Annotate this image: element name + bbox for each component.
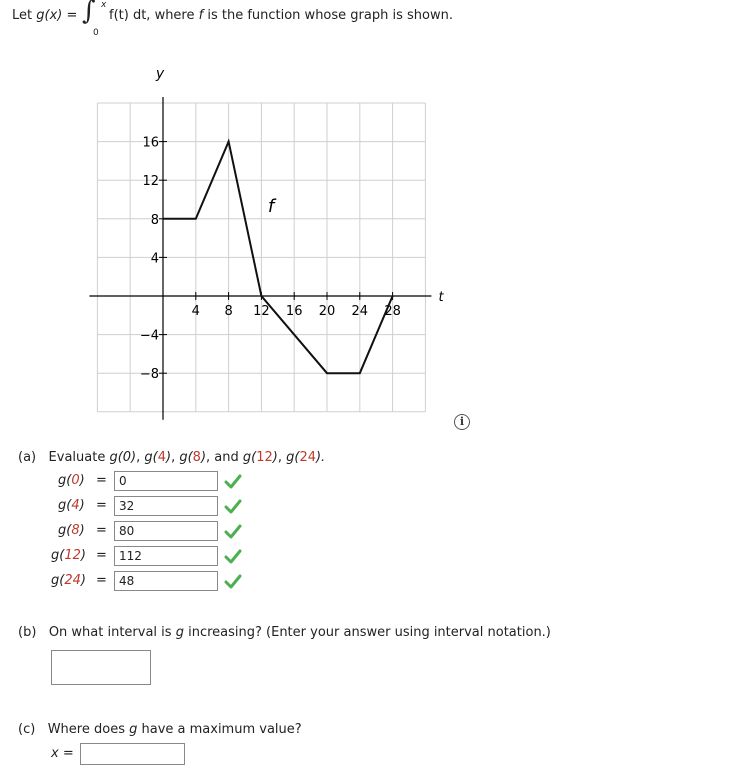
function-f-vertex [392, 295, 394, 297]
y-tick-label: 8 [150, 212, 159, 228]
function-label-f: f [267, 196, 275, 217]
answer-label: g(8) [58, 523, 85, 538]
function-f-vertex [261, 295, 263, 297]
x-tick-label: 24 [351, 304, 369, 319]
answer-input-g0[interactable]: 0 [114, 471, 218, 491]
x-tick-label: 16 [285, 304, 303, 319]
answer-row-g4: g(4) = 32 [0, 496, 300, 518]
function-f-vertex [195, 218, 197, 220]
answer-input-g24[interactable]: 48 [114, 571, 218, 591]
function-f-vertex [359, 372, 361, 374]
graph-ticks [140, 136, 401, 383]
answer-input-g8[interactable]: 80 [114, 521, 218, 541]
integral-upper-limit: x [101, 0, 107, 10]
part-c-prompt: (c) Where does g have a maximum value? [18, 722, 302, 737]
answer-row-g0: g(0) = 0 [0, 471, 300, 493]
function-f-vertex [326, 372, 328, 374]
y-tick-label: −4 [139, 328, 159, 344]
y-tick-label: −8 [139, 367, 159, 383]
check-icon [224, 547, 242, 565]
x-tick-label: 4 [191, 304, 200, 319]
y-tick-label: 16 [142, 135, 159, 151]
interval-answer-input[interactable] [51, 650, 151, 685]
max-x-answer-input[interactable] [80, 743, 185, 765]
answer-row-g24: g(24) = 48 [0, 571, 300, 593]
integrand-text: f(t) dt, where f is the function whose graph is shown. [109, 8, 453, 23]
g-of-x: g(x) [36, 8, 63, 23]
part-a-prompt: (a) Evaluate g(0), g(4), g(8), and g(12), g(24). [18, 450, 326, 465]
answer-input-g12[interactable]: 112 [114, 546, 218, 566]
answer-input-g4[interactable]: 32 [114, 496, 218, 516]
function-f-vertex [162, 218, 164, 220]
x-tick-label: 20 [318, 304, 336, 319]
info-icon[interactable]: i [454, 414, 470, 430]
part-b-prompt: (b) On what interval is g increasing? (Enter your answer using interval notation.) [18, 625, 551, 640]
integral-lower-limit: 0 [93, 28, 99, 38]
y-tick-label: 4 [150, 251, 159, 267]
integral-sign: ∫ [82, 0, 96, 26]
answer-row-g8: g(8) = 80 [0, 521, 300, 543]
answer-row-g12: g(12) = 112 [0, 546, 300, 568]
y-tick-label: 12 [142, 174, 159, 190]
y-axis-label: y [155, 66, 165, 82]
x-tick-label: 28 [384, 304, 401, 319]
check-icon [224, 497, 242, 515]
answer-label: g(12) [51, 548, 86, 563]
check-icon [224, 472, 242, 490]
answer-label: g(4) [58, 498, 85, 513]
check-icon [224, 572, 242, 590]
x-tick-label: 8 [224, 304, 233, 319]
check-icon [224, 522, 242, 540]
function-f-vertex [228, 141, 230, 143]
x-equals-label: x = [51, 746, 74, 761]
t-axis-label: t [438, 290, 444, 305]
x-tick-label: 12 [253, 304, 270, 319]
answer-label: g(0) [58, 473, 85, 488]
answer-label: g(24) [51, 573, 86, 588]
problem-statement: Let g(x) = [12, 8, 78, 23]
